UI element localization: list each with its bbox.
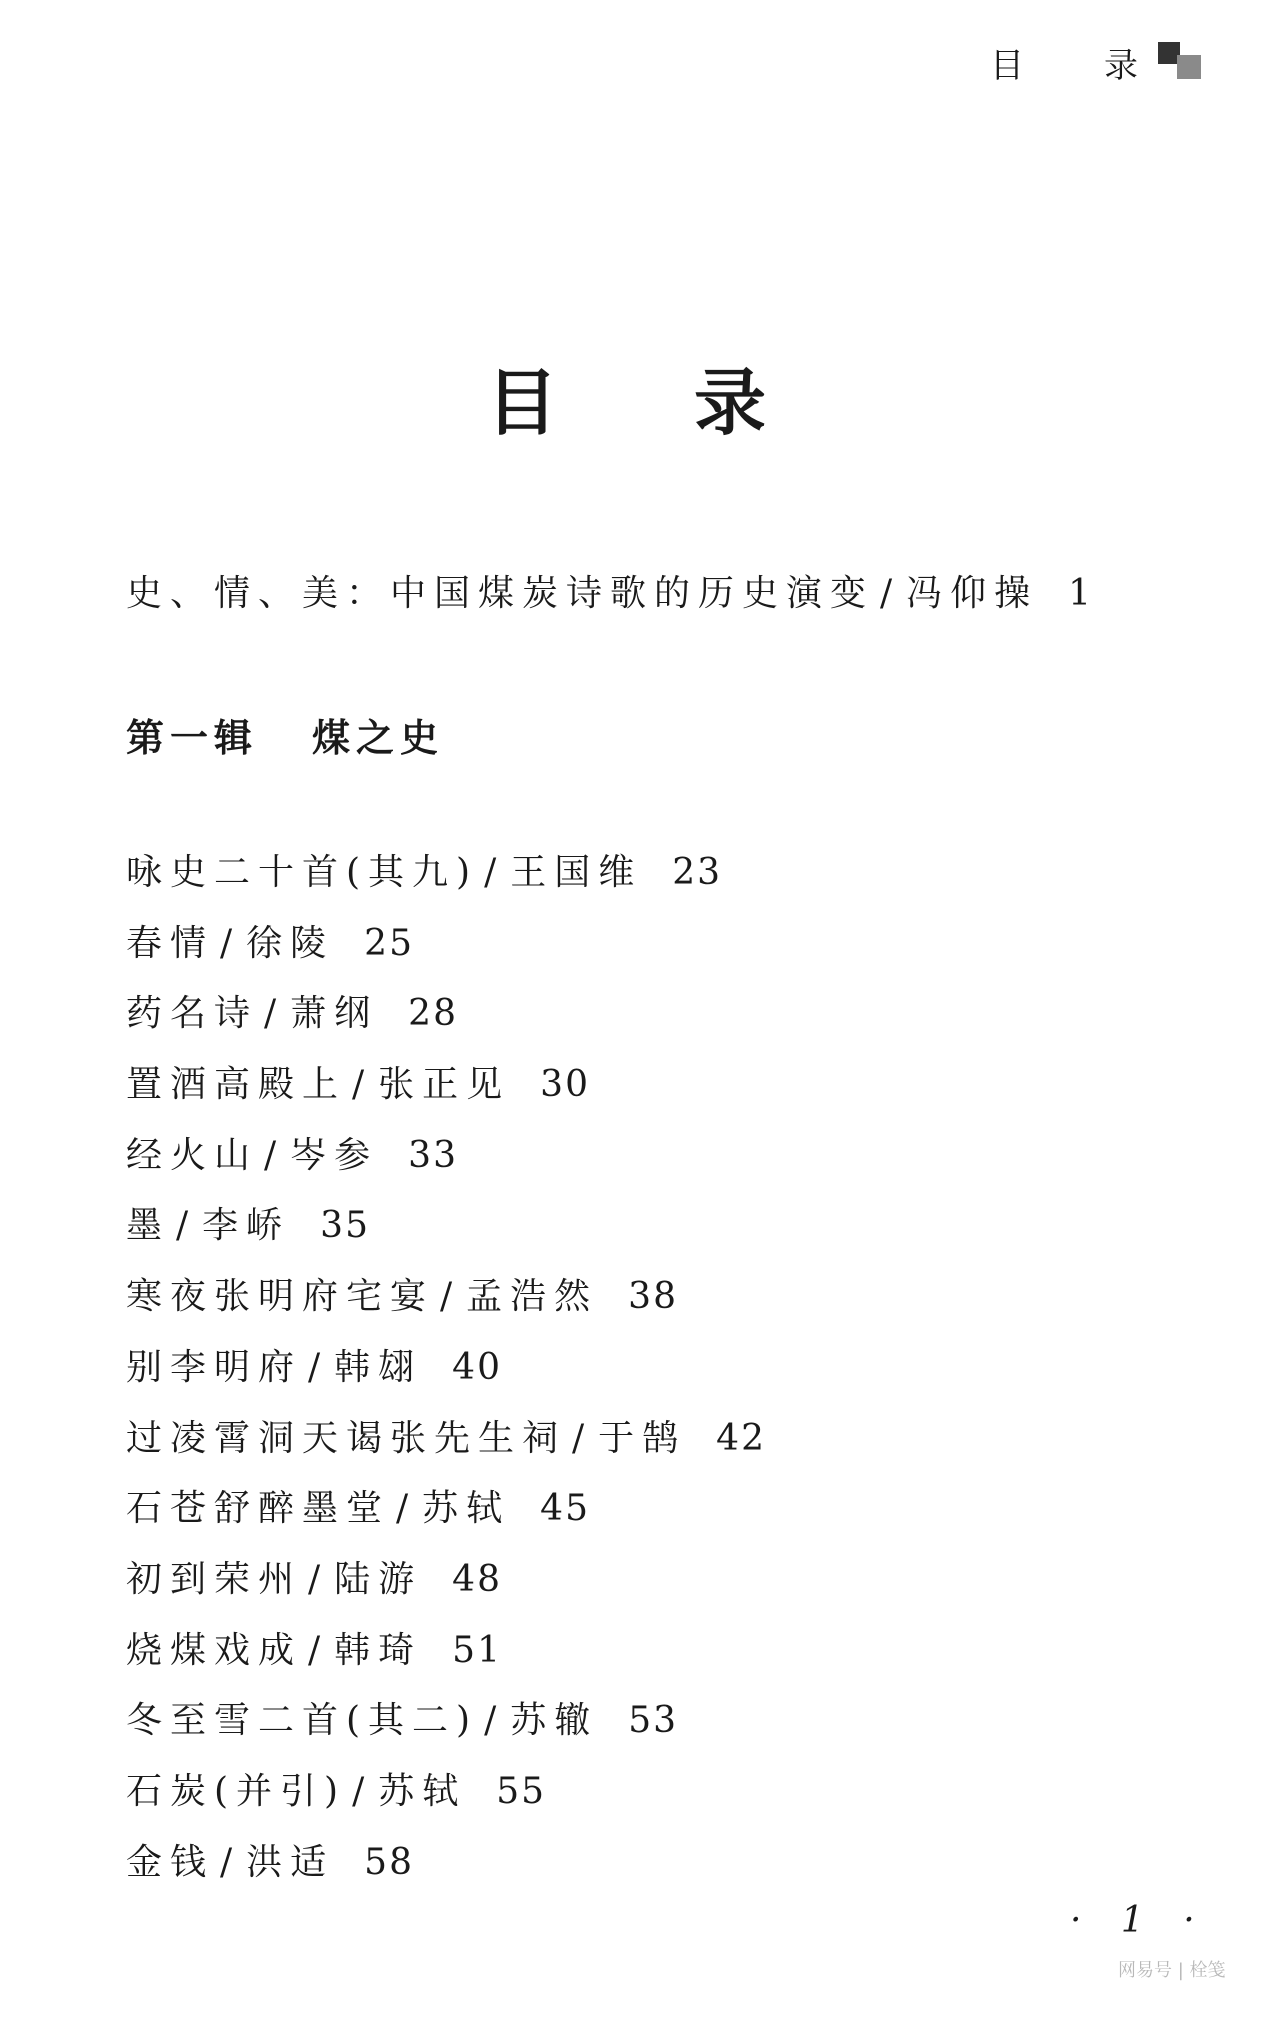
toc-entry-title: 药名诗 (126, 993, 259, 1035)
toc-entry[interactable] (126, 1129, 766, 1200)
toc-entry-separator: / (352, 1064, 373, 1106)
running-head-char-2: 录 (1104, 46, 1138, 86)
toc-entry-page: 30 (540, 1064, 590, 1106)
toc-entry-author: 于鹄 (598, 1417, 687, 1459)
toc-entry[interactable] (126, 1482, 766, 1553)
toc-entry-separator: / (220, 1841, 241, 1883)
toc-entry[interactable] (126, 1412, 766, 1483)
toc-entry[interactable] (126, 1836, 766, 1907)
preface-title: 史、情、美：中国煤炭诗歌的历史演变 (126, 573, 875, 614)
toc-entry-title: 咏史二十首(其九) (126, 852, 479, 893)
toc-entry-separator: / (572, 1417, 593, 1459)
toc-entry-page: 48 (452, 1558, 502, 1600)
toc-entry-title: 经火山 (126, 1134, 259, 1176)
square-gray (1177, 55, 1201, 79)
toc-entry-author: 徐陵 (246, 922, 335, 964)
toc-entry-page: 42 (716, 1417, 766, 1459)
toc-entry-separator: / (308, 1346, 329, 1388)
toc-entry-separator: / (484, 852, 505, 893)
toc-entry-page: 40 (452, 1346, 502, 1388)
toc-entry-author: 岑参 (290, 1134, 379, 1176)
section-label: 第一辑 (126, 716, 259, 760)
preface-separator: / (880, 573, 901, 614)
toc-entry[interactable] (126, 1624, 766, 1695)
toc-entry-separator: / (352, 1770, 373, 1812)
toc-entry-separator: / (264, 1134, 285, 1176)
toc-entry-page: 33 (408, 1134, 458, 1176)
toc-entry-page: 45 (540, 1488, 590, 1530)
toc-entry[interactable] (126, 917, 766, 988)
toc-entry-title: 别李明府 (126, 1346, 303, 1388)
toc-entry-author: 萧纲 (290, 993, 379, 1035)
toc-entry-separator: / (440, 1276, 461, 1318)
toc-entry-title: 春情 (126, 922, 215, 964)
toc-entry[interactable] (126, 846, 766, 917)
toc-entry-separator: / (176, 1205, 197, 1247)
toc-list (126, 846, 766, 1906)
toc-entry-title: 过凌霄洞天谒张先生祠 (126, 1417, 567, 1459)
toc-entry-separator: / (484, 1700, 505, 1742)
toc-entry-author: 王国维 (510, 852, 643, 893)
toc-entry-page: 53 (628, 1700, 679, 1742)
toc-entry-separator: / (308, 1629, 329, 1671)
toc-entry[interactable] (126, 1270, 766, 1341)
toc-entry-page: 23 (672, 852, 723, 893)
toc-entry-title: 烧煤戏成 (126, 1629, 303, 1671)
toc-entry[interactable] (126, 987, 766, 1058)
section-heading (126, 707, 444, 762)
toc-entry-title: 初到荣州 (126, 1558, 303, 1600)
toc-entry-author: 张正见 (378, 1064, 511, 1106)
toc-entry-author: 孟浩然 (466, 1276, 599, 1318)
toc-entry-title: 寒夜张明府宅宴 (126, 1276, 435, 1318)
toc-entry-page: 28 (408, 993, 458, 1035)
running-head (990, 38, 1138, 87)
toc-entry-title: 石苍舒醉墨堂 (126, 1488, 391, 1530)
toc-entry-page: 55 (496, 1770, 547, 1812)
toc-entry-title: 置酒高殿上 (126, 1064, 347, 1106)
toc-entry-page: 25 (364, 922, 414, 964)
toc-entry-separator: / (264, 993, 285, 1035)
toc-entry-separator: / (396, 1488, 417, 1530)
toc-entry-author: 李峤 (202, 1205, 291, 1247)
toc-entry-separator: / (308, 1558, 329, 1600)
running-head-char-1: 目 (990, 46, 1024, 86)
preface-entry[interactable] (126, 565, 1093, 616)
toc-entry-separator: / (220, 922, 241, 964)
toc-entry[interactable] (126, 1553, 766, 1624)
toc-entry-title: 金钱 (126, 1841, 215, 1883)
toc-entry-author: 苏轼 (422, 1488, 511, 1530)
page-number: · 1 · (1070, 1900, 1209, 1941)
toc-entry[interactable] (126, 1765, 766, 1836)
toc-entry-author: 陆游 (334, 1558, 423, 1600)
toc-entry-page: 35 (320, 1205, 370, 1247)
preface-author: 冯仰操 (906, 573, 1039, 614)
toc-entry[interactable] (126, 1694, 766, 1765)
watermark: 网易号 | 栓笺 (1118, 1960, 1226, 1981)
toc-entry-title: 冬至雪二首(其二) (126, 1700, 479, 1742)
stacked-squares-icon (1158, 42, 1202, 80)
toc-entry-author: 韩翃 (334, 1346, 423, 1388)
preface-page: 1 (1068, 573, 1094, 614)
toc-entry-page: 58 (364, 1841, 414, 1883)
toc-entry[interactable] (126, 1058, 766, 1129)
section-name: 煤之史 (312, 716, 445, 760)
toc-entry-page: 38 (628, 1276, 678, 1318)
toc-entry-title: 墨 (126, 1205, 171, 1247)
toc-entry-title: 石炭(并引) (126, 1770, 347, 1812)
toc-entry-page: 51 (452, 1629, 502, 1671)
page-title-char-2: 录 (694, 360, 767, 445)
toc-entry-author: 洪适 (246, 1841, 335, 1883)
toc-entry[interactable] (126, 1199, 766, 1270)
toc-entry[interactable] (126, 1341, 766, 1412)
page-title-char-1: 目 (486, 360, 559, 445)
toc-entry-author: 苏轼 (378, 1770, 467, 1812)
toc-entry-author: 苏辙 (510, 1700, 599, 1742)
toc-entry-author: 韩琦 (334, 1629, 423, 1671)
